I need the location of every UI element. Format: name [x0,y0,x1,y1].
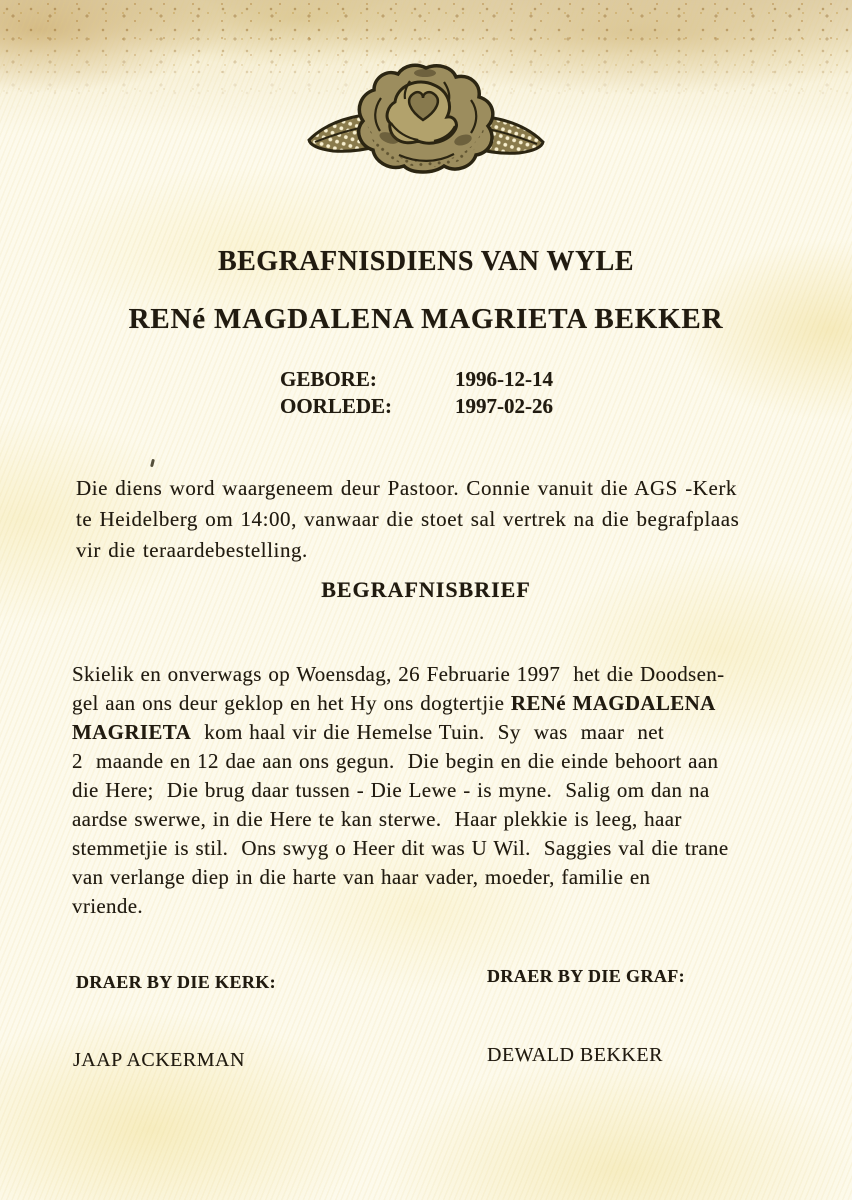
text-line: vir die teraardebestelling. [76,538,308,562]
died-row [280,393,553,420]
bearers-grave-label: DRAER BY DIE GRAF: [487,966,686,986]
bearers-church-name: JAAP ACKERMAN [73,1049,245,1071]
text-line: aardse swerwe, in die Here te kan sterwe. Haar plekkie is leeg, haar [72,807,682,831]
text-line: te Heidelberg om 14:00, vanwaar die stoet sal vertrek na die begrafplaas [76,507,740,531]
text-line [72,689,729,718]
section-heading: BEGRAFNISBRIEF [321,577,531,602]
service-paragraph [76,473,739,566]
text-line: Skielik en onverwags op Woensdag, 26 Februarie 1997 het die Doodsen- [72,662,725,686]
text-line: vriende. [72,894,144,918]
born-row [280,366,553,393]
text-line: 2 maande en 12 dae aan ons gegun. Die begin en die einde behoort aan [72,749,719,773]
died-value: 1997-02-26 [455,394,553,418]
deceased-name: RENé MAGDALENA MAGRIETA BEKKER [128,303,724,335]
deceased-name-inline: RENé MAGDALENA [510,691,716,715]
dates-block [280,366,553,420]
text-line: Die diens word waargeneem deur Pastoor. Connie vanuit die AGS -Kerk [76,476,737,500]
obituary-paragraph [72,660,729,921]
deceased-name-inline: MAGRIETA [72,720,192,744]
bearers-grave-name: DEWALD BEKKER [487,1044,663,1066]
born-label: GEBORE: [280,367,377,391]
rose-icon [301,60,551,183]
text-line: die Here; Die brug daar tussen - Die Lewe - is myne. Salig om dan na [72,778,710,802]
text-line: van verlange diep in die harte van haar vader, moeder, familie en [72,865,651,889]
text-segment: gel aan ons deur geklop en het Hy ons dogtertjie [72,691,511,715]
born-value: 1996-12-14 [455,367,553,391]
text-line: stemmetjie is stil. Ons swyg o Heer dit was U Wil. Saggies val die trane [72,836,729,860]
text-line [72,718,729,747]
text-segment: kom haal vir die Hemelse Tuin. Sy was maar net [191,720,665,744]
died-label: OORLEDE: [280,394,393,418]
scan-speck [150,459,155,467]
bearers-church-label: DRAER BY DIE KERK: [76,972,277,992]
funeral-title: BEGRAFNISDIENS VAN WYLE [217,246,635,277]
